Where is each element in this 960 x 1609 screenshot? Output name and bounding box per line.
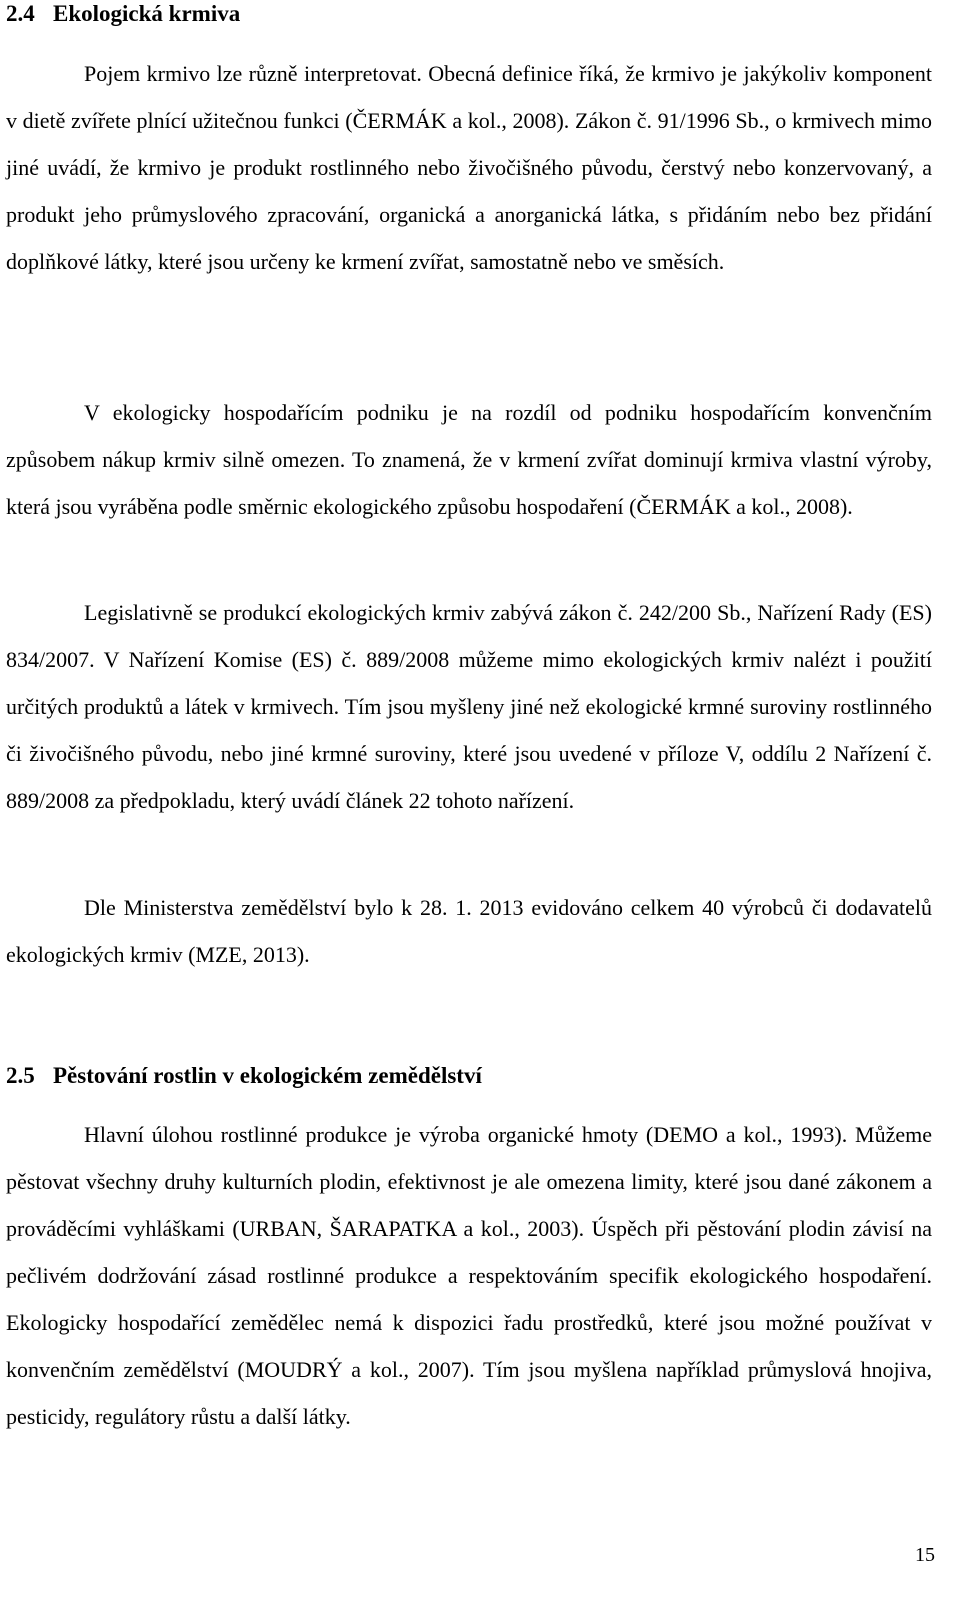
section-number: 2.5 <box>6 1063 35 1088</box>
page-number: 15 <box>915 1544 935 1566</box>
section-title: Pěstování rostlin v ekologickém zemědělství <box>53 1063 482 1088</box>
paragraph: V ekologicky hospodařícím podniku je na rozdíl od podniku hospodařícím konvenčním způsobem nákup krmiv silně omezen. To znamená, že v krmení zvířat dominují krmiva vlastní výroby, která jsou vyráběna podle směrnic ekologického způsobu hospodaření (ČERMÁK a kol., 2008). <box>6 400 932 519</box>
paragraph: Hlavní úlohou rostlinné produkce je výroba organické hmoty (DEMO a kol., 1993). Můžeme pěstovat všechny druhy kulturních plodin, efektivnost je ale omezena limity, které jsou dané zákonem a prováděcími vyhláškami (URBAN, ŠARAPATKA a kol., 2003). Úspěch při pěstování plodin závisí na pečlivém dodržování zásad rostlinné produkce a respektováním specifik ekologického hospodaření. Ekologicky hospodařící zemědělec nemá k dispozici řadu prostředků, které jsou možné používat v konvenčním zemědělství (MOUDRÝ a kol., 2007). Tím jsou myšlena například průmyslová hnojiva, pesticidy, regulátory růstu a další látky. <box>6 1122 932 1429</box>
section-heading <box>6 0 240 28</box>
section-title: Ekologická krmiva <box>53 1 241 26</box>
paragraph: Pojem krmivo lze různě interpretovat. Obecná definice říká, že krmivo je jakýkoliv komponent v dietě zvířete plnící užitečnou funkci (ČERMÁK a kol., 2008). Zákon č. 91/1996 Sb., o krmivech mimo jiné uvádí, že krmivo je produkt rostlinného nebo živočišného původu, čerstvý nebo konzervovaný, a produkt jeho průmyslového zpracování, organická a anorganická látka, s přidáním nebo bez přidání doplňkové látky, které jsou určeny ke krmení zvířat, samostatně nebo ve směsích. <box>6 61 932 274</box>
paragraph: Dle Ministerstva zemědělství bylo k 28. 1. 2013 evidováno celkem 40 výrobců či dodavatelů ekologických krmiv (MZE, 2013). <box>6 895 932 967</box>
paragraph: Legislativně se produkcí ekologických krmiv zabývá zákon č. 242/200 Sb., Nařízení Rady (ES) 834/2007. V Nařízení Komise (ES) č. 889/2008 můžeme mimo ekologických krmiv nalézt i použití určitých produktů a látek v krmivech. Tím jsou myšleny jiné než ekologické krmné suroviny rostlinného či živočišného původu, nebo jiné krmné suroviny, které jsou uvedené v příloze V, oddílu 2 Nařízení č. 889/2008 za předpokladu, který uvádí článek 22 tohoto nařízení. <box>6 600 932 813</box>
section-number: 2.4 <box>6 1 35 26</box>
section-heading <box>6 1062 482 1090</box>
